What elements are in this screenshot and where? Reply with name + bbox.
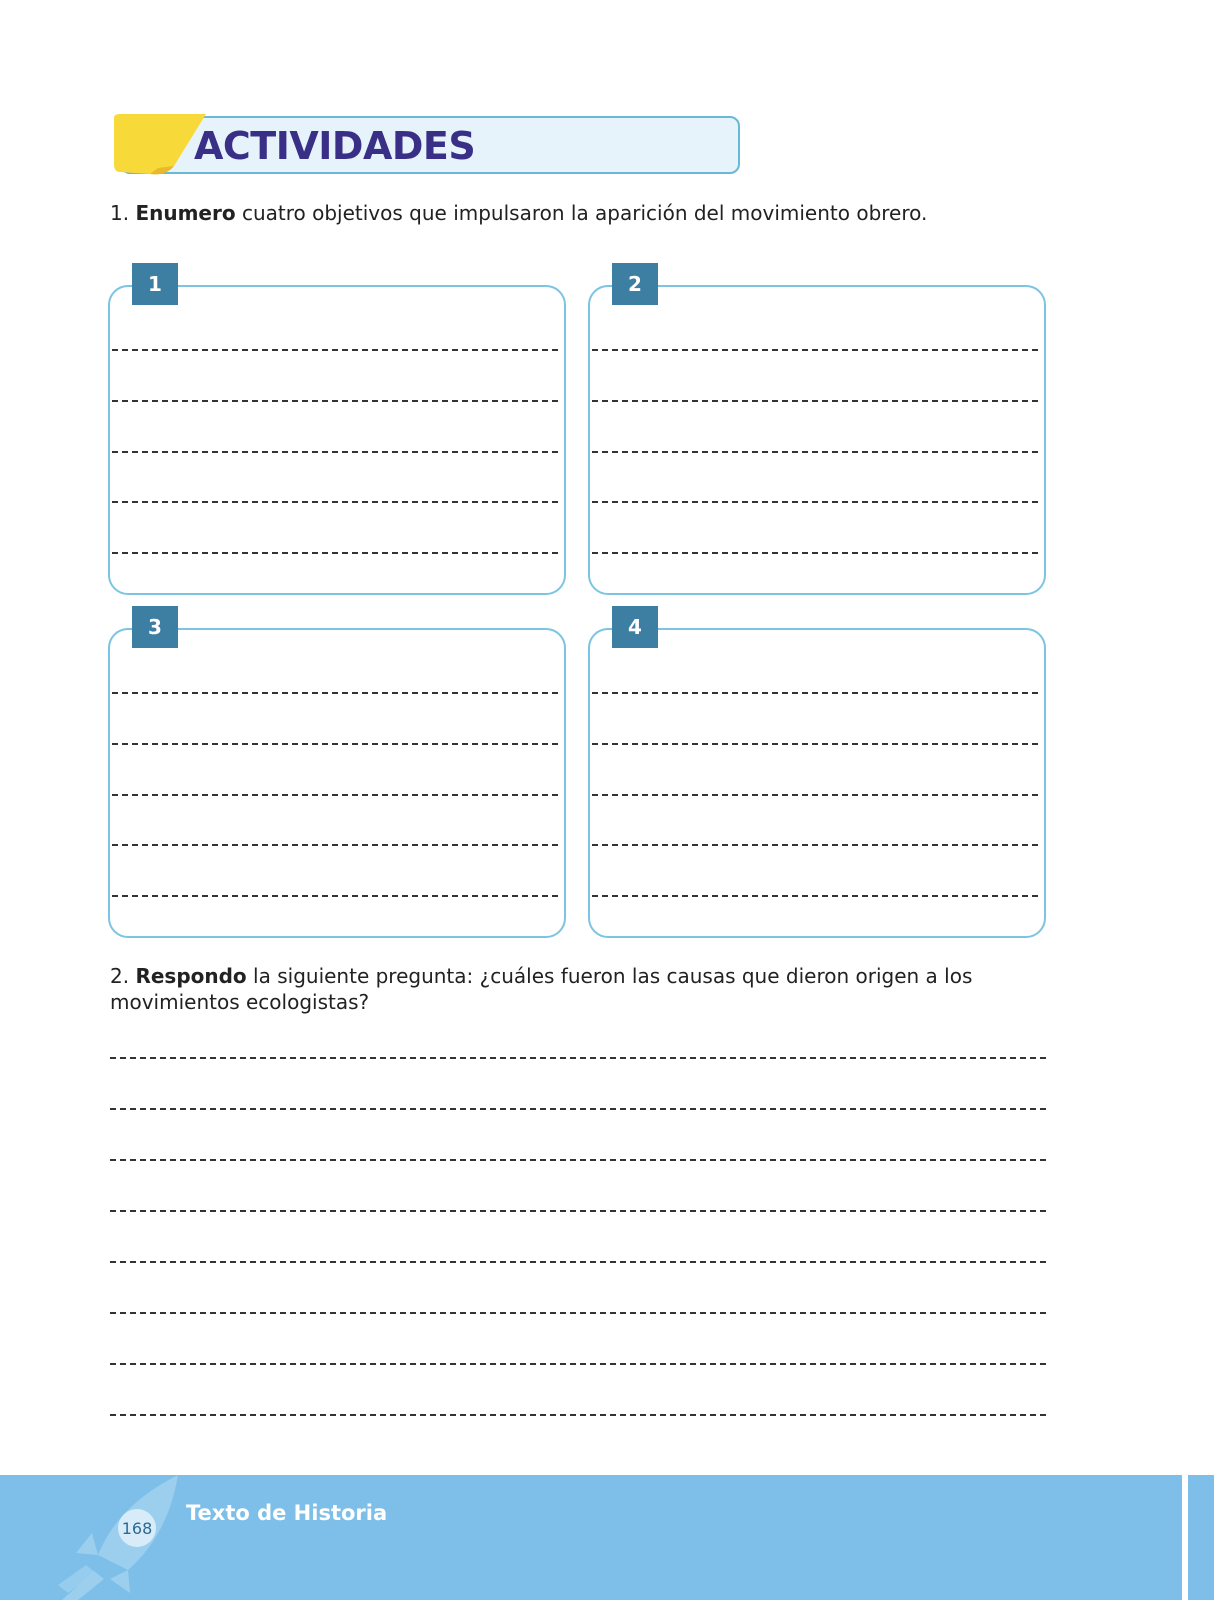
question-number: 1. <box>110 201 130 225</box>
answer-line[interactable] <box>592 400 1038 402</box>
answer-line[interactable] <box>112 743 558 745</box>
answer-line[interactable] <box>110 1210 1046 1212</box>
answer-line[interactable] <box>592 501 1038 503</box>
answer-line[interactable] <box>110 1261 1046 1263</box>
answer-line[interactable] <box>110 1057 1046 1059</box>
answer-line[interactable] <box>112 794 558 796</box>
answer-line[interactable] <box>112 451 558 453</box>
box-number-label: 1 <box>132 263 178 305</box>
answer-line[interactable] <box>592 692 1038 694</box>
answer-line[interactable] <box>112 349 558 351</box>
box-number-label: 3 <box>132 606 178 648</box>
answer-line[interactable] <box>592 844 1038 846</box>
question-1 <box>110 200 1070 226</box>
question-verb: Enumero <box>135 201 236 225</box>
question-number: 2. <box>110 964 130 988</box>
answer-line[interactable] <box>110 1159 1046 1161</box>
question-text: cuatro objetivos que impulsaron la aparición del movimiento obrero. <box>235 201 928 225</box>
question-text: la siguiente pregunta: ¿cuáles fueron las causas que dieron origen a los movimientos ecologistas? <box>110 964 973 1014</box>
answer-box-3[interactable] <box>108 615 566 938</box>
answer-line[interactable] <box>592 349 1038 351</box>
answer-box-2[interactable] <box>588 272 1046 595</box>
box-number-label: 2 <box>612 263 658 305</box>
answer-box-1[interactable] <box>108 272 566 595</box>
rocket-icon <box>48 1475 188 1600</box>
answer-line[interactable] <box>110 1108 1046 1110</box>
answer-line[interactable] <box>592 552 1038 554</box>
answer-line[interactable] <box>592 451 1038 453</box>
answer-line[interactable] <box>592 743 1038 745</box>
answer-line[interactable] <box>112 501 558 503</box>
answer-line[interactable] <box>592 895 1038 897</box>
answer-box-4[interactable] <box>588 615 1046 938</box>
answer-line[interactable] <box>592 794 1038 796</box>
activities-banner <box>110 116 740 176</box>
question-verb: Respondo <box>135 964 247 988</box>
answer-line[interactable] <box>112 400 558 402</box>
answer-line[interactable] <box>110 1312 1046 1314</box>
page-title: ACTIVIDADES <box>194 124 476 168</box>
page-footer <box>0 1475 1214 1600</box>
book-title: Texto de Historia <box>186 1501 388 1525</box>
footer-edge-strip <box>1182 1475 1188 1600</box>
page-number: 168 <box>118 1509 156 1547</box>
box-number-label: 4 <box>612 606 658 648</box>
answer-line[interactable] <box>112 692 558 694</box>
answer-line[interactable] <box>110 1414 1046 1416</box>
answer-line[interactable] <box>112 844 558 846</box>
answer-line[interactable] <box>112 552 558 554</box>
question-2 <box>110 963 1070 1015</box>
answer-line[interactable] <box>110 1363 1046 1365</box>
answer-line[interactable] <box>112 895 558 897</box>
